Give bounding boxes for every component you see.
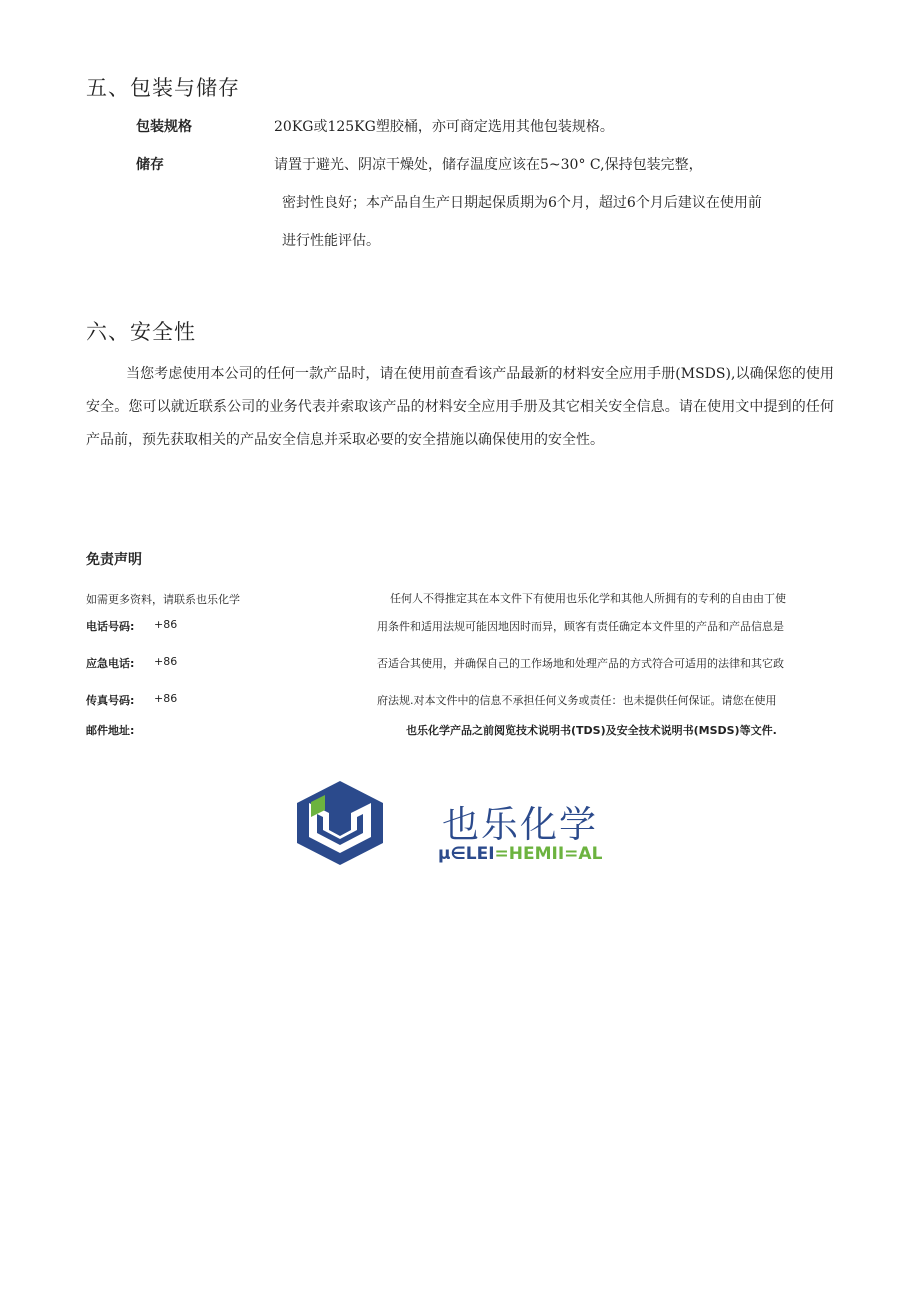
brand-name-en-part2: =HEMII=AL (494, 844, 603, 864)
packaging-text: 20KG或125KG塑胶桶，亦可商定选用其他包装规格。 (274, 119, 614, 135)
brand-name-en-text (438, 844, 602, 864)
phone-value: +86 (154, 618, 178, 631)
section-heading-safety: 六、安全性 (86, 320, 196, 344)
storage-text-line3: 进行性能评估。 (282, 233, 380, 249)
brand-name-cn: 也乐化学 (442, 803, 598, 846)
contact-intro: 如需更多资料，请联系也乐化学 (86, 593, 240, 606)
brand-name-en-part1: μ∈LEI (438, 844, 495, 864)
disclaimer-text-line3: 否适合其使用，并确保自己的工作场地和处理产品的方式符合可适用的法律和其它政 (377, 657, 784, 670)
section-heading-packaging: 五、包装与储存 (86, 76, 240, 100)
safety-paragraph: 当您考虑使用本公司的任何一款产品时，请在使用前查看该产品最新的材料安全应用手册(MSDS),以确保您的使用安全。您可以就近联系公司的业务代表并索取该产品的材料安全应用手册及其它相关安全信息。请在使用文中提到的任何产品前，预先获取相关的产品安全信息并采取必要的安全措施以确保使用的安全性。 (86, 366, 834, 448)
disclaimer-text-line5: 也乐化学产品之前阅览技术说明书(TDS)及安全技术说明书(MSDS)等文件. (406, 724, 777, 737)
emergency-label: 应急电话: (86, 657, 135, 670)
storage-text-line1: 请置于避光、阴凉干燥处，储存温度应该在5~30° C,保持包装完整， (274, 157, 703, 173)
email-label: 邮件地址: (86, 724, 135, 737)
disclaimer-title: 免责声明 (86, 552, 142, 568)
brand-name-en (438, 844, 602, 864)
disclaimer-text-line4: 府法规.对本文件中的信息不承担任何义务或责任：也未提供任何保证。请您在使用 (377, 694, 777, 707)
storage-text-line2: 密封性良好；本产品自生产日期起保质期为6个月，超过6个月后建议在使用前 (282, 195, 762, 211)
disclaimer-text-line1: 任何人不得推定其在本文件下有使用也乐化学和其他人所拥有的专利的自由由丁使 (390, 592, 786, 605)
phone-label: 电话号码: (86, 620, 135, 633)
fax-label: 传真号码: (86, 694, 135, 707)
storage-label: 储存 (136, 157, 164, 173)
hexagon-logo-icon (295, 780, 385, 866)
fax-value: +86 (154, 692, 178, 705)
packaging-label: 包装规格 (136, 119, 192, 135)
disclaimer-text-line2: 用条件和适用法规可能因地因时而异，顾客有责任确定本文件里的产品和产品信息是 (377, 620, 784, 633)
emergency-value: +86 (154, 655, 178, 668)
